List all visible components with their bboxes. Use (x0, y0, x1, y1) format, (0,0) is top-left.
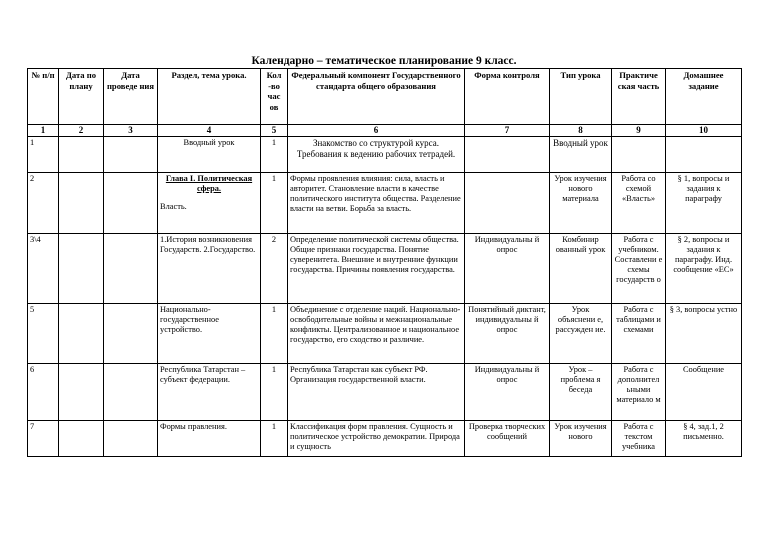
standard-content: Республика Татарстан как субъект РФ. Организация государственной власти. (288, 364, 465, 421)
lesson-type: Урок изучения нового материала (550, 173, 612, 234)
table-row (28, 304, 742, 364)
header-cell: Федеральный компонент Государственного стандарта общего образования (288, 69, 465, 125)
control-form: Индивидуальны й опрос (465, 364, 550, 421)
lesson-topic: 1.История возникновения Государств. 2.Государство. (158, 234, 261, 304)
table-header-row (28, 69, 742, 125)
column-number: 3 (104, 125, 158, 137)
header-cell: Тип урока (550, 69, 612, 125)
homework: § 1, вопросы и задания к параграфу (666, 173, 742, 234)
lesson-number: 7 (28, 421, 59, 457)
homework: Сообщение (666, 364, 742, 421)
homework: § 4, зад.1, 2 письменно. (666, 421, 742, 457)
actual-date-cell (104, 173, 158, 234)
hours-count: 2 (261, 234, 288, 304)
column-number: 1 (28, 125, 59, 137)
standard-content: Классификация форм правления. Сущность и политическое устройство демократии. Природа и сущность (288, 421, 465, 457)
standard-content: Знакомство со структурой курса. Требования к ведению рабочих тетрадей. (288, 137, 465, 173)
lesson-topic: Формы правления. (158, 421, 261, 457)
header-cell: Кол -во час ов (261, 69, 288, 125)
header-cell: Домашнее задание (666, 69, 742, 125)
column-number: 2 (59, 125, 104, 137)
actual-date-cell (104, 364, 158, 421)
standard-content: Объединение с отделение наций. Национально-освободительные войны и межнациональные конфликты. Централизованное и национальное государство, его сходство и различие. (288, 304, 465, 364)
lesson-topic: Национально-государственное устройство. (158, 304, 261, 364)
lesson-number: 2 (28, 173, 59, 234)
lesson-type: Комбинир ованный урок (550, 234, 612, 304)
practice-part: Работа с учебником. Составлени е схемы государств о (612, 234, 666, 304)
homework: § 3, вопросы устно (666, 304, 742, 364)
header-cell: Раздел, тема урока. (158, 69, 261, 125)
table-row (28, 234, 742, 304)
column-number: 5 (261, 125, 288, 137)
lesson-number: 3\4 (28, 234, 59, 304)
plan-date-cell (59, 234, 104, 304)
header-cell: Практиче ская часть (612, 69, 666, 125)
control-form: Индивидуальны й опрос (465, 234, 550, 304)
homework (666, 137, 742, 173)
homework: § 2, вопросы и задания к параграфу. Инд. сообщение «ЕС» (666, 234, 742, 304)
column-number: 4 (158, 125, 261, 137)
practice-part: Работа с дополнител ьными материало м (612, 364, 666, 421)
plan-date-cell (59, 364, 104, 421)
standard-content: Определение политической системы общества. Общие признаки государства. Понятие суверенитета. Внешние и внутренние функции государства. Причины появления государства. (288, 234, 465, 304)
practice-part: Работа с текстом учебника (612, 421, 666, 457)
plan-date-cell (59, 137, 104, 173)
spacer (160, 194, 258, 202)
hours-count: 1 (261, 364, 288, 421)
table-row (28, 173, 742, 234)
lesson-topic-cell (158, 173, 261, 234)
column-number: 7 (465, 125, 550, 137)
plan-date-cell (59, 173, 104, 234)
lesson-number: 1 (28, 137, 59, 173)
hours-count: 1 (261, 421, 288, 457)
hours-count: 1 (261, 173, 288, 234)
header-cell: Дата по плану (59, 69, 104, 125)
hours-count: 1 (261, 304, 288, 364)
plan-date-cell (59, 304, 104, 364)
table-row (28, 137, 742, 173)
control-form: Проверка творческих сообщений (465, 421, 550, 457)
lesson-type: Урок объяснени е, рассужден ие. (550, 304, 612, 364)
column-number-row (28, 125, 742, 137)
planning-table (27, 68, 742, 457)
column-number: 9 (612, 125, 666, 137)
practice-part: Работа со схемой «Власть» (612, 173, 666, 234)
header-cell: № п/п (28, 69, 59, 125)
lesson-topic: Республика Татарстан – субъект федерации. (158, 364, 261, 421)
actual-date-cell (104, 304, 158, 364)
actual-date-cell (104, 421, 158, 457)
header-cell: Дата проведе ния (104, 69, 158, 125)
plan-date-cell (59, 421, 104, 457)
hours-count: 1 (261, 137, 288, 173)
column-number: 8 (550, 125, 612, 137)
page-title: Календарно – тематическое планирование 9 класс. (251, 55, 517, 67)
control-form (465, 137, 550, 173)
table-row (28, 364, 742, 421)
lesson-topic: Власть. (160, 202, 187, 212)
column-number: 6 (288, 125, 465, 137)
lesson-topic: Вводный урок (158, 137, 261, 173)
table-row (28, 421, 742, 457)
chapter-title: Глава I. Политическая сфера. (165, 174, 253, 194)
actual-date-cell (104, 234, 158, 304)
lesson-type: Вводный урок (550, 137, 612, 173)
lesson-type: Урок – проблема я беседа (550, 364, 612, 421)
control-form: Понятийный диктант, индивидуальны й опрос (465, 304, 550, 364)
standard-content: Формы проявления влияния: сила, власть и авторитет. Становление власти в качестве политического института общества. Разделение власти на ветви. Борьба за власть. (288, 173, 465, 234)
column-number: 10 (666, 125, 742, 137)
control-form (465, 173, 550, 234)
practice-part: Работа с таблицами и схемами (612, 304, 666, 364)
lesson-number: 6 (28, 364, 59, 421)
header-cell: Форма контроля (465, 69, 550, 125)
lesson-number: 5 (28, 304, 59, 364)
practice-part (612, 137, 666, 173)
lesson-type: Урок изучения нового (550, 421, 612, 457)
actual-date-cell (104, 137, 158, 173)
